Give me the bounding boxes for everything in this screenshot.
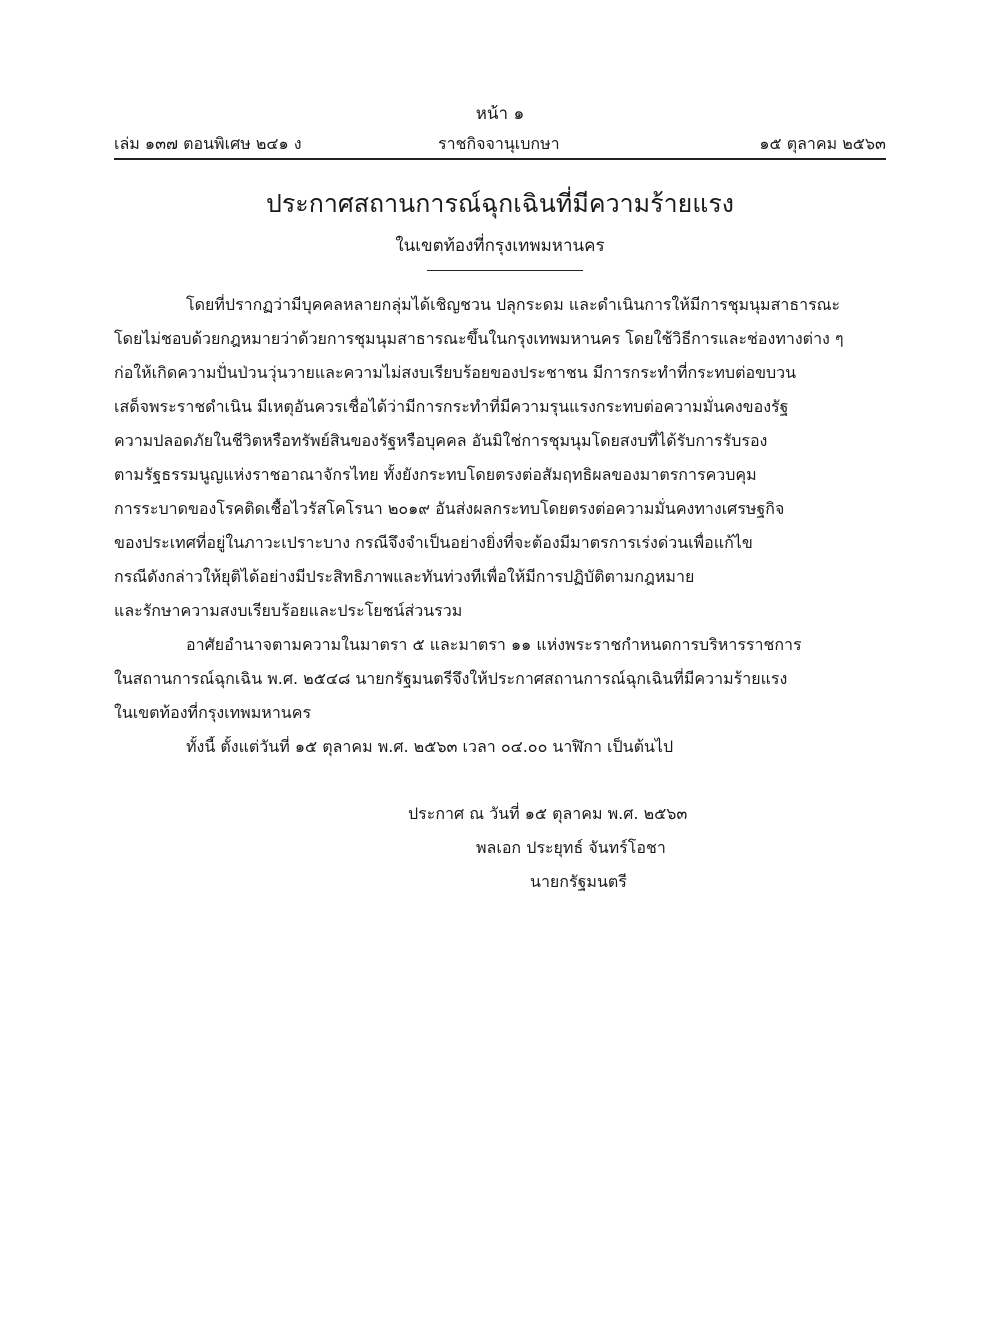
body-line: และรักษาความสงบเรียบร้อยและประโยชน์ส่วนรวม — [114, 601, 463, 620]
body-line: เสด็จพระราชดำเนิน มีเหตุอันควรเชื่อได้ว่ามีการกระทำที่มีความรุนแรงกระทบต่อความมั่นคงของรัฐ — [114, 397, 789, 416]
body-line: ทั้งนี้ ตั้งแต่วันที่ ๑๕ ตุลาคม พ.ศ. ๒๕๖๓ เวลา ๐๔.๐๐ นาฬิกา เป็นต้นไป — [186, 737, 674, 756]
body-line: ตามรัฐธรรมนูญแห่งราชอาณาจักรไทย ทั้งยังกระทบโดยตรงต่อสัมฤทธิผลของมาตรการควบคุม — [114, 465, 757, 484]
body-line: อาศัยอำนาจตามความในมาตรา ๕ และมาตรา ๑๑ แห่งพระราชกำหนดการบริหารราชการ — [186, 635, 802, 654]
body-line: ของประเทศที่อยู่ในภาวะเปราะบาง กรณีจึงจำเป็นอย่างยิ่งที่จะต้องมีมาตรการเร่งด่วนเพื่อแก้ไข — [114, 533, 753, 552]
body-line: การระบาดของโรคติดเชื้อไวรัสโคโรนา ๒๐๑๙ อันส่งผลกระทบโดยตรงต่อความมั่นคงทางเศรษฐกิจ — [114, 499, 785, 518]
body-line: ในสถานการณ์ฉุกเฉิน พ.ศ. ๒๕๔๘ นายกรัฐมนตรีจึงให้ประกาศสถานการณ์ฉุกเฉินที่มีความร้ายแรง — [114, 669, 788, 688]
body-line: โดยที่ปรากฏว่ามีบุคคลหลายกลุ่มได้เชิญชวน ปลุกระดม และดำเนินการให้มีการชุมนุมสาธารณะ — [186, 295, 841, 314]
body-line: กรณีดังกล่าวให้ยุติได้อย่างมีประสิทธิภาพและทันท่วงทีเพื่อให้มีการปฏิบัติตามกฎหมาย — [114, 567, 695, 586]
title-divider — [427, 270, 583, 271]
signatory-position: นายกรัฐมนตรี — [530, 872, 627, 891]
announcement-title: ประกาศสถานการณ์ฉุกเฉินที่มีความร้ายแรง — [265, 189, 735, 218]
gazette-name: ราชกิจจานุเบกษา — [438, 134, 560, 153]
announcement-date: ประกาศ ณ วันที่ ๑๕ ตุลาคม พ.ศ. ๒๕๖๓ — [408, 804, 688, 823]
announcement-subtitle: ในเขตท้องที่กรุงเทพมหานคร — [395, 236, 605, 256]
gazette-header — [114, 130, 886, 160]
page-number: หน้า ๑ — [475, 104, 525, 124]
gazette-date: ๑๕ ตุลาคม ๒๕๖๓ — [759, 134, 886, 153]
body-line: ในเขตท้องที่กรุงเทพมหานคร — [114, 703, 312, 722]
body-line: ความปลอดภัยในชีวิตหรือทรัพย์สินของรัฐหรือบุคคล อันมิใช่การชุมนุมโดยสงบที่ได้รับการรับรอง — [114, 431, 768, 450]
body-line: ก่อให้เกิดความปั่นป่วนวุ่นวายและความไม่สงบเรียบร้อยของประชาชน มีการกระทำที่กระทบต่อขบวน — [114, 363, 797, 382]
signatory-name: พลเอก ประยุทธ์ จันทร์โอชา — [476, 838, 666, 857]
gazette-volume: เล่ม ๑๓๗ ตอนพิเศษ ๒๔๑ ง — [114, 134, 302, 153]
body-line: โดยไม่ชอบด้วยกฎหมายว่าด้วยการชุมนุมสาธารณะขึ้นในกรุงเทพมหานคร โดยใช้วิธีการและช่องทางต่าง ๆ — [114, 329, 844, 348]
